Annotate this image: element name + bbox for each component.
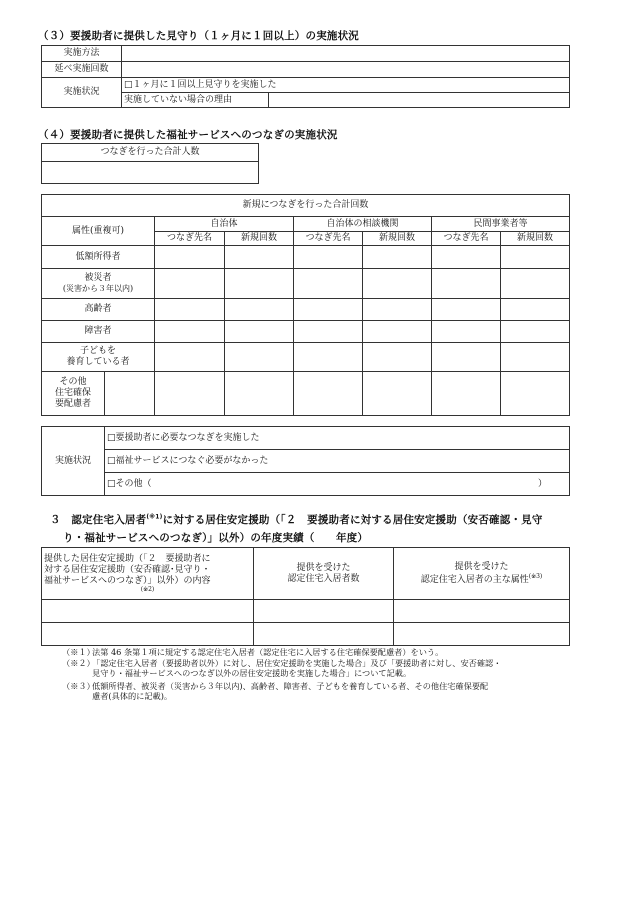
cell[interactable] (432, 321, 501, 343)
cell[interactable] (155, 269, 225, 299)
monitoring-table (41, 45, 570, 108)
cell[interactable] (225, 343, 294, 372)
row-child-rearing (42, 343, 155, 372)
group-private: 民間事業者等 (432, 217, 570, 232)
part3-title-line2: り・福祉サービスへのつなぎ）」以外）の年度実績（ 年度） (63, 532, 369, 544)
cell[interactable] (363, 343, 432, 372)
option-referral-other[interactable] (105, 473, 570, 496)
resident-count-line1: 提供を受けた (296, 562, 351, 573)
cell[interactable] (254, 600, 394, 623)
cell[interactable] (225, 321, 294, 343)
cell[interactable] (225, 372, 294, 416)
resident-attr-sup: (※3) (528, 572, 543, 580)
cell[interactable] (394, 600, 570, 623)
total-people-field[interactable] (42, 162, 259, 184)
group-municipal-consultation: 自治体の相談機関 (294, 217, 432, 232)
row-disaster-label: 被災者 (84, 273, 112, 284)
note-1-mark: （※１） (62, 647, 95, 657)
support-content-line3: 福祉サービスへのつなぎ）」以外）の内容 (44, 575, 211, 586)
resident-count-line2: 認定住宅入居者数 (287, 573, 360, 584)
count-field[interactable] (122, 62, 570, 78)
sub-dest-header: つなぎ先名 (294, 232, 363, 246)
cell[interactable] (225, 246, 294, 269)
resident-support-table (41, 547, 570, 646)
count-label: 延べ実施回数 (42, 62, 122, 78)
note-1-text: 法第 46 条第１項に規定する認定住宅入居者（認定住宅に入居する住宅確保要配慮者）をいう。 (92, 647, 444, 657)
part3-title-line1 (50, 512, 543, 527)
cell[interactable] (394, 623, 570, 646)
referral-table (41, 194, 570, 416)
support-content-sup: (※2) (140, 585, 155, 593)
sub-dest-header: つなぎ先名 (432, 232, 501, 246)
cell[interactable] (363, 299, 432, 321)
resident-attr-line1: 提供を受けた (454, 561, 509, 572)
row-other (42, 372, 105, 416)
cell[interactable] (294, 246, 363, 269)
note-3-line1: 低額所得者、被災者（災害から３年以内)、高齢者、障害者、子どもを養育している者、その他住宅確保要配 (92, 681, 489, 691)
resident-attribute-header (394, 548, 570, 600)
referral-status-label: 実施状況 (42, 427, 105, 496)
cell[interactable] (294, 372, 363, 416)
option-other-label: □その他（ (107, 478, 152, 489)
cell[interactable] (155, 299, 225, 321)
referral-table-title: 新規につなぎを行った合計回数 (42, 195, 570, 217)
note-2-mark: （※２） (62, 658, 95, 668)
cell[interactable] (501, 372, 570, 416)
row-other-label-1: その他 (59, 377, 87, 388)
total-people-label: つなぎを行った合計人数 (42, 144, 259, 162)
cell[interactable] (363, 246, 432, 269)
cell[interactable] (254, 623, 394, 646)
support-content-header (42, 548, 254, 600)
cell[interactable] (432, 246, 501, 269)
row-low-income: 低額所得者 (42, 246, 155, 269)
cell[interactable] (155, 343, 225, 372)
cell[interactable] (294, 269, 363, 299)
cell[interactable] (155, 372, 225, 416)
row-disaster-victims (42, 269, 155, 299)
resident-count-header (254, 548, 394, 600)
cell[interactable] (363, 372, 432, 416)
sub-count-header: 新規回数 (225, 232, 294, 246)
cell[interactable] (42, 600, 254, 623)
method-field[interactable] (122, 46, 570, 62)
option-monitoring-done[interactable]: □１ヶ月に１回以上見守りを実施した (122, 78, 570, 93)
part3-title-sup: (※1) (146, 513, 163, 521)
group-municipality: 自治体 (155, 217, 294, 232)
cell[interactable] (294, 321, 363, 343)
cell[interactable] (501, 343, 570, 372)
row-elderly: 高齢者 (42, 299, 155, 321)
note-3-mark: （※３） (62, 681, 95, 691)
cell[interactable] (363, 269, 432, 299)
status-label: 実施状況 (42, 78, 122, 108)
note-2 (62, 658, 602, 682)
sub-dest-header: つなぎ先名 (155, 232, 225, 246)
section3-title: （３）要援助者に提供した見守り（１ヶ月に１回以上）の実施状況 (38, 30, 359, 42)
cell[interactable] (363, 321, 432, 343)
reason-field[interactable] (269, 93, 570, 108)
cell[interactable] (225, 269, 294, 299)
row-disaster-note: (災害から３年以内) (62, 284, 134, 294)
attribute-header: 属性(重複可) (42, 217, 155, 246)
cell[interactable] (501, 269, 570, 299)
part3-title-a: ３ 認定住宅入居者 (50, 514, 147, 526)
cell[interactable] (501, 299, 570, 321)
option-other-close: ） (537, 478, 547, 489)
note-3 (62, 681, 602, 705)
cell[interactable] (432, 343, 501, 372)
cell[interactable] (155, 246, 225, 269)
part3-title-b: に対する居住安定援助（「２ 要援助者に対する居住安定援助（安否確認・見守 (162, 514, 543, 526)
cell[interactable] (432, 372, 501, 416)
sub-count-header: 新規回数 (363, 232, 432, 246)
method-label: 実施方法 (42, 46, 122, 62)
option-referral-not-needed[interactable]: □福祉サービスにつなぐ必要がなかった (105, 450, 570, 473)
row-other-label-3: 要配慮者 (54, 398, 91, 409)
note-2-line1: 「認定住宅入居者（要援助者以外）に対し、居住安定援助を実施した場合」及び「要援助者に対し、安否確認・ (92, 658, 502, 668)
note-2-line2: 見守り・福祉サービスへのつなぎ以外の居住安定援助を実施した場合」について記載。 (92, 668, 412, 679)
row-other-detail[interactable] (105, 372, 155, 416)
section4-title: （４）要援助者に提供した福祉サービスへのつなぎの実施状況 (38, 129, 338, 141)
row-child-label-2: 養育している者 (66, 357, 130, 367)
support-content-line1: 提供した居住安定援助（「２ 要援助者に (44, 554, 211, 565)
reason-label: 実施していない場合の理由 (122, 93, 269, 108)
total-people-table (41, 143, 259, 184)
sub-count-header: 新規回数 (501, 232, 570, 246)
row-disabled: 障害者 (42, 321, 155, 343)
option-referral-done[interactable]: □要援助者に必要なつなぎを実施した (105, 427, 570, 450)
cell[interactable] (501, 321, 570, 343)
cell[interactable] (294, 343, 363, 372)
referral-status-table (41, 426, 570, 496)
cell[interactable] (294, 299, 363, 321)
row-child-label-1: 子どもを (79, 346, 116, 357)
cell[interactable] (42, 623, 254, 646)
cell[interactable] (225, 299, 294, 321)
cell[interactable] (155, 321, 225, 343)
cell[interactable] (432, 269, 501, 299)
resident-attr-line2: 認定住宅入居者の主な属性 (420, 574, 529, 585)
cell[interactable] (501, 246, 570, 269)
cell[interactable] (432, 299, 501, 321)
note-3-line2: 慮者(具体的に記載)。 (92, 691, 173, 702)
row-other-label-2: 住宅確保 (54, 388, 91, 399)
support-content-line2: 対する居住安定援助（安否確認･見守り・ (44, 565, 211, 576)
